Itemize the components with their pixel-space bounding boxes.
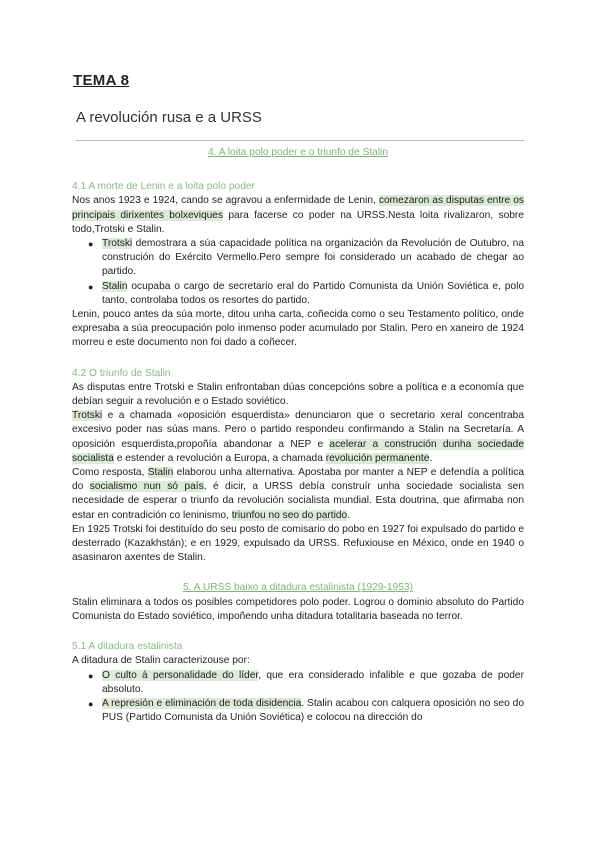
highlight: Stalin xyxy=(147,467,174,479)
section-4-2-heading: 4.2 O triunfo de Stalin xyxy=(72,367,171,379)
section-4-1-heading: 4.1 A morte de Lenin e a loita polo poder xyxy=(72,181,255,193)
list-item: ● A represión e eliminación de toda disidencia. Stalin acabou con calquera oposición no seo do PUS (Partido Comunista da Unión Soviética) e colocou na dirección do xyxy=(102,697,524,725)
paragraph: En 1925 Trotski foi destituído do seu posto de comisario do pobo en 1927 foi expulsado do partido e desterrado (Kazakhstán); e en 1929, expulsado da URSS. Refuxiouse en México, onde en 1940 o asasinaron axentes de Stalin. xyxy=(72,523,524,564)
paragraph: Como resposta, Stalin elaborou unha alternativa. Apostaba por manter a NEP e defendía a política do socialismo nun só país, é dicir, a URSS debía construír unha sociedade socialista sen necesidade de esperar o triunfo da revolución socialista mundial. Esta doutrina, que afirmaba non estar en contradición co leninismo, triunfou no seo do partido. xyxy=(72,467,525,521)
paragraph: Trotski e a chamada «oposición esquerdista» denunciaron que o secretario xeral concentraba excesivo poder nas súas mans. Pero o partido respondeu confirmando a Stalin na Secretaría. A oposición esquerdista,propoñía abandonar a NEP e acelerar a construción dunha sociedade socialista e estender a revolución a Europa, a chamada revolución permanente. xyxy=(72,410,524,464)
section-4-heading: 4. A loita polo poder e o triunfo de Stalin xyxy=(207,147,389,158)
document-body xyxy=(72,146,524,725)
page-title: TEMA 8 xyxy=(73,72,130,89)
highlight: acelerar a construción dunha sociedade socialista xyxy=(72,438,524,464)
highlight: Trotski xyxy=(102,238,133,250)
list-item: ● Trotski demostrara a súa capacidade política na organización da Revolución de Outubro, na construción do Exército Vermello.Pero sempre foi considerado un acabado de chegar ao partido. xyxy=(102,237,524,280)
highlight: O culto á personalidade do líder xyxy=(102,669,259,681)
highlight: triunfou no seo do partido xyxy=(231,509,348,521)
title-divider xyxy=(76,140,524,141)
paragraph: Nos anos 1923 e 1924, cando se agravou a enfermidade de Lenin, comezaron as disputas entre os principais dirixentes bolxeviques para facerse co poder na URSS.Nesta loita rivalizaron, sobre todo,Trotski e Stalin. xyxy=(72,195,524,235)
highlight: Stalin xyxy=(102,280,128,292)
highlight: Trotski xyxy=(72,410,103,422)
highlight: revolución permanente xyxy=(325,452,430,464)
document-subtitle: A revolución rusa e a URSS xyxy=(76,109,262,126)
bullet-list xyxy=(72,669,524,726)
highlight: A represión e eliminación de toda disidencia xyxy=(102,697,302,709)
paragraph: As disputas entre Trotski e Stalin enfrontaban dúas concepcións sobre a política e a economía que debían seguir a revolución e o Estado soviético. xyxy=(72,381,524,408)
section-5-1-heading: 5.1 A ditadura estalinista xyxy=(72,641,183,653)
highlight: socialismo nun só país xyxy=(89,481,204,493)
section-5-heading: 5. A URSS baixo a ditadura estalinista (1929-1953) xyxy=(183,582,413,594)
paragraph: Lenin, pouco antes da súa morte, ditou unha carta, coñecida como o seu Testamento político, onde expresaba a súa preocupación polo inmenso poder acumulado por Stalin. Pero en xaneiro de 1924 morreu e este documento non foi dado a coñecer. xyxy=(72,309,524,349)
paragraph: Stalin eliminara a todos os posibles competidores polo poder. Logrou o dominio absoluto do Partido Comunista do Estado soviético, impoñendo unha ditadura totalitaria baseada no terror. xyxy=(72,596,524,622)
highlight: comezaron as disputas entre os principais dirixentes bolxeviques xyxy=(72,195,524,221)
bullet-list xyxy=(72,237,524,308)
list-item: ● O culto á personalidade do líder, que era considerado infalible e que gozaba de poder absoluto. xyxy=(102,669,524,697)
list-item: ● Stalin ocupaba o cargo de secretario eral do Partido Comunista da Unión Soviética e, polo tanto, controlaba todos os resortes do partido. xyxy=(102,280,524,308)
paragraph: A ditadura de Stalin caracterizouse por: xyxy=(72,655,250,667)
